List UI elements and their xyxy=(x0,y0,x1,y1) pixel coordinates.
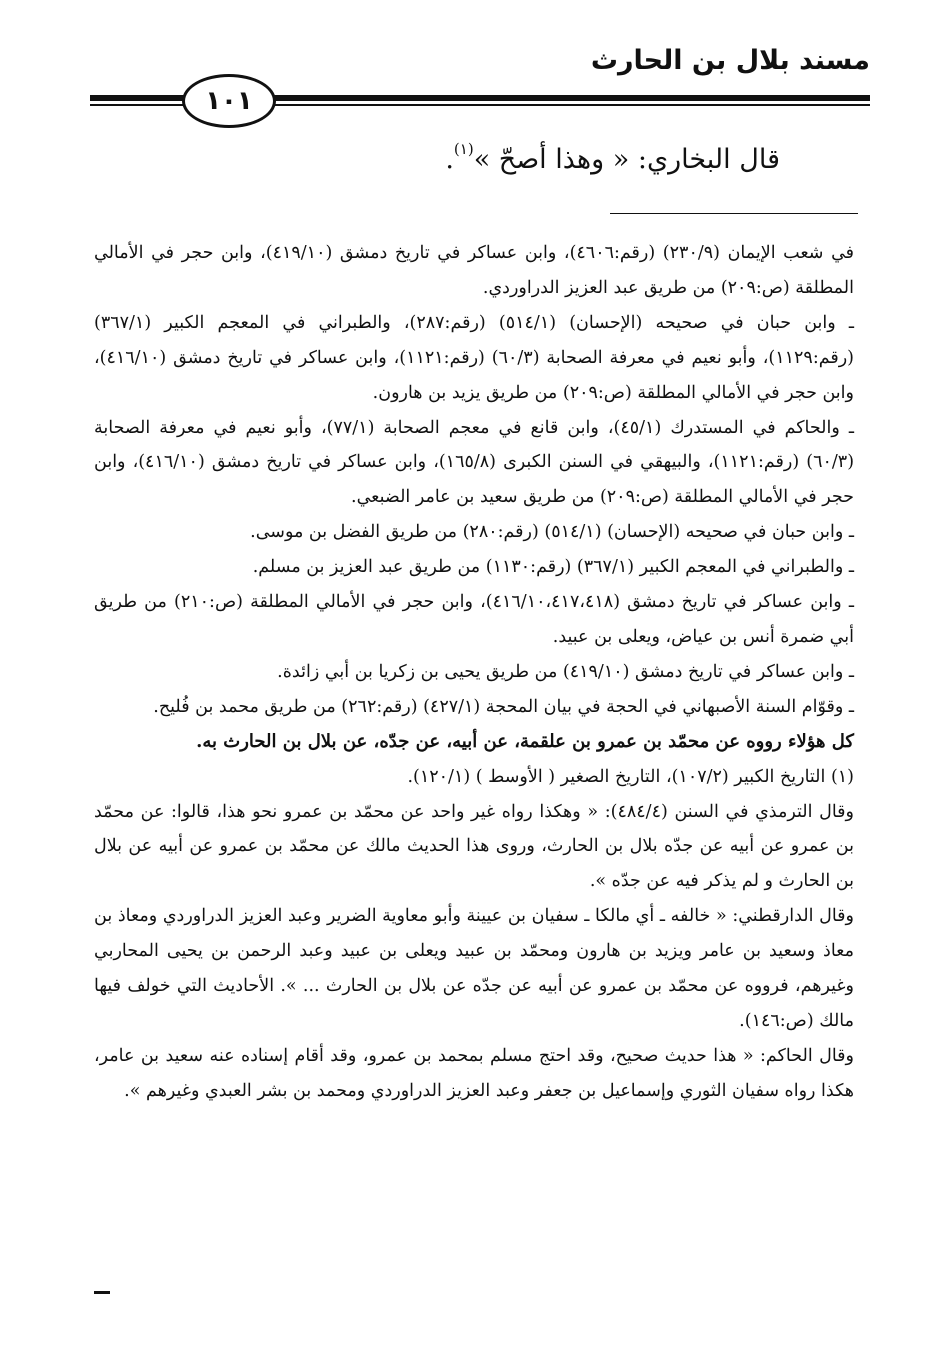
end-mark xyxy=(94,1291,110,1294)
footnote-paragraph: في شعب الإيمان (٢٣٠/٩) (رقم:٤٦٠٦)، وابن عساكر في تاريخ دمشق (٤١٩/١٠)، وابن حجر في الأمالي المطلقة (ص:٢٠٩) من طريق عبد العزيز الدراوردي. xyxy=(94,243,855,298)
footnote-paragraph: ـ وابن عساكر في تاريخ دمشق (٤١٦/١٠،٤١٧،٤١٨)، وابن حجر في الأمالي المطلقة (ص:٢١٠) من طريق أبي ضمرة أنس بن عياض، ويعلى بن عبيد. xyxy=(94,592,854,647)
footnote-1: (١) التاريخ الكبير (١٠٧/٢)، التاريخ الصغير ( الأوسط ) (١٢٠/١). xyxy=(407,766,854,787)
page-number: ١٠١ xyxy=(182,74,276,128)
footnote-paragraph: ـ وابن حبان في صحيحه (الإحسان) (٥١٤/١) (رقم:٢٨٠) من طريق الفضل بن موسى. xyxy=(250,522,854,543)
tirmidhi-quote: وقال الترمذي في السنن (٤٨٤/٤): « وهكذا رواه غير واحد عن محمّد بن عمرو نحو هذا، قالوا: عن محمّد بن عمرو عن أبيه عن جدّه بلال بن الحارث، وروى هذا الحديث مالك عن محمّد بن عمرو عن أبيه عن بلال بن الحارث و لم يذكر فيه عن جدّه ». xyxy=(94,801,854,892)
footnote-paragraph: ـ وابن حبان في صحيحه (الإحسان) (٥١٤/١) (رقم:٢٨٧)، والطبراني في المعجم الكبير (٣٦٧/١) (رقم:١١٢٩)، وأبو نعيم في معرفة الصحابة (٦٠/٣) (رقم:١١٢١)، وابن عساكر في تاريخ دمشق (٤١٦/١٠)، وابن حجر في الأمالي المطلقة (ص:٢٠٩) من طريق يزيد بن هارون. xyxy=(94,312,855,403)
quote-text: قال البخاري: « وهذا أصحّ » xyxy=(473,144,780,175)
hakim-quote: وقال الحاكم: « هذا حديث صحيح، وقد احتج مسلم بمحمد بن عمرو، وقد أقام إسناده عنه سعيد بن عامر، هكذا رواه سفيان الثوري وإسماعيل بن جعفر وعبد العزيز الدراوردي ومحمد بن بشر العبدي وغيرهم ». xyxy=(94,1045,854,1101)
footnote-paragraph: ـ والحاكم في المستدرك (٤٥/١)، وابن قانع في معجم الصحابة (٧٧/١)، وأبو نعيم في معرفة الصحابة (٦٠/٣) (رقم:١١٢١)، والبيهقي في السنن الكبرى (١٦٥/٨)، وابن عساكر في تاريخ دمشق (٤١٦/١٠)، وابن حجر في الأمالي المطلقة (ص:٢٠٩) من طريق سعيد بن عامر الضبعي. xyxy=(94,417,855,508)
page-header xyxy=(90,45,870,145)
summary-statement: كل هؤلاء رووه عن محمّد بن عمرو بن علقمة، عن أبيه، عن جدّه، عن بلال بن الحارث به. xyxy=(196,730,854,752)
footnote-reference: (١) xyxy=(453,140,474,158)
footnote-paragraph: ـ وابن عساكر في تاريخ دمشق (٤١٩/١٠) من طريق يحيى بن زكريا بن أبي زائدة. xyxy=(277,661,854,682)
footnote-separator xyxy=(610,213,858,214)
running-title: مسند بلال بن الحارث xyxy=(590,45,870,76)
footnotes xyxy=(94,236,854,1109)
main-quote xyxy=(445,140,780,175)
footnote-paragraph: ـ والطبراني في المعجم الكبير (٣٦٧/١) (رقم:١١٣٠) من طريق عبد العزيز بن مسلم. xyxy=(252,557,854,578)
footnote-paragraph: ـ وقوّام السنة الأصبهاني في الحجة في بيان المحجة (٤٢٧/١) (رقم:٢٦٢) من طريق محمد بن فُليح. xyxy=(153,696,854,717)
quote-end: . xyxy=(445,144,454,175)
daraqutni-quote: وقال الدارقطني: « خالفه ـ أي مالكا ـ سفيان بن عيينة وأبو معاوية الضرير وعبد العزيز الدراوردي ومعاذ بن معاذ وسعيد بن عامر ويزيد بن هارون ومحمّد بن عبيد ويعلى بن عبيد وعبد الرحمن بن يحيى المحاربي وغيرهم، فرووه عن محمّد بن عمرو عن أبيه عن جدّه عن بلال بن الحارث ... ». الأحاديث التي خولف فيها مالك (ص:١٤٦). xyxy=(94,906,854,1031)
